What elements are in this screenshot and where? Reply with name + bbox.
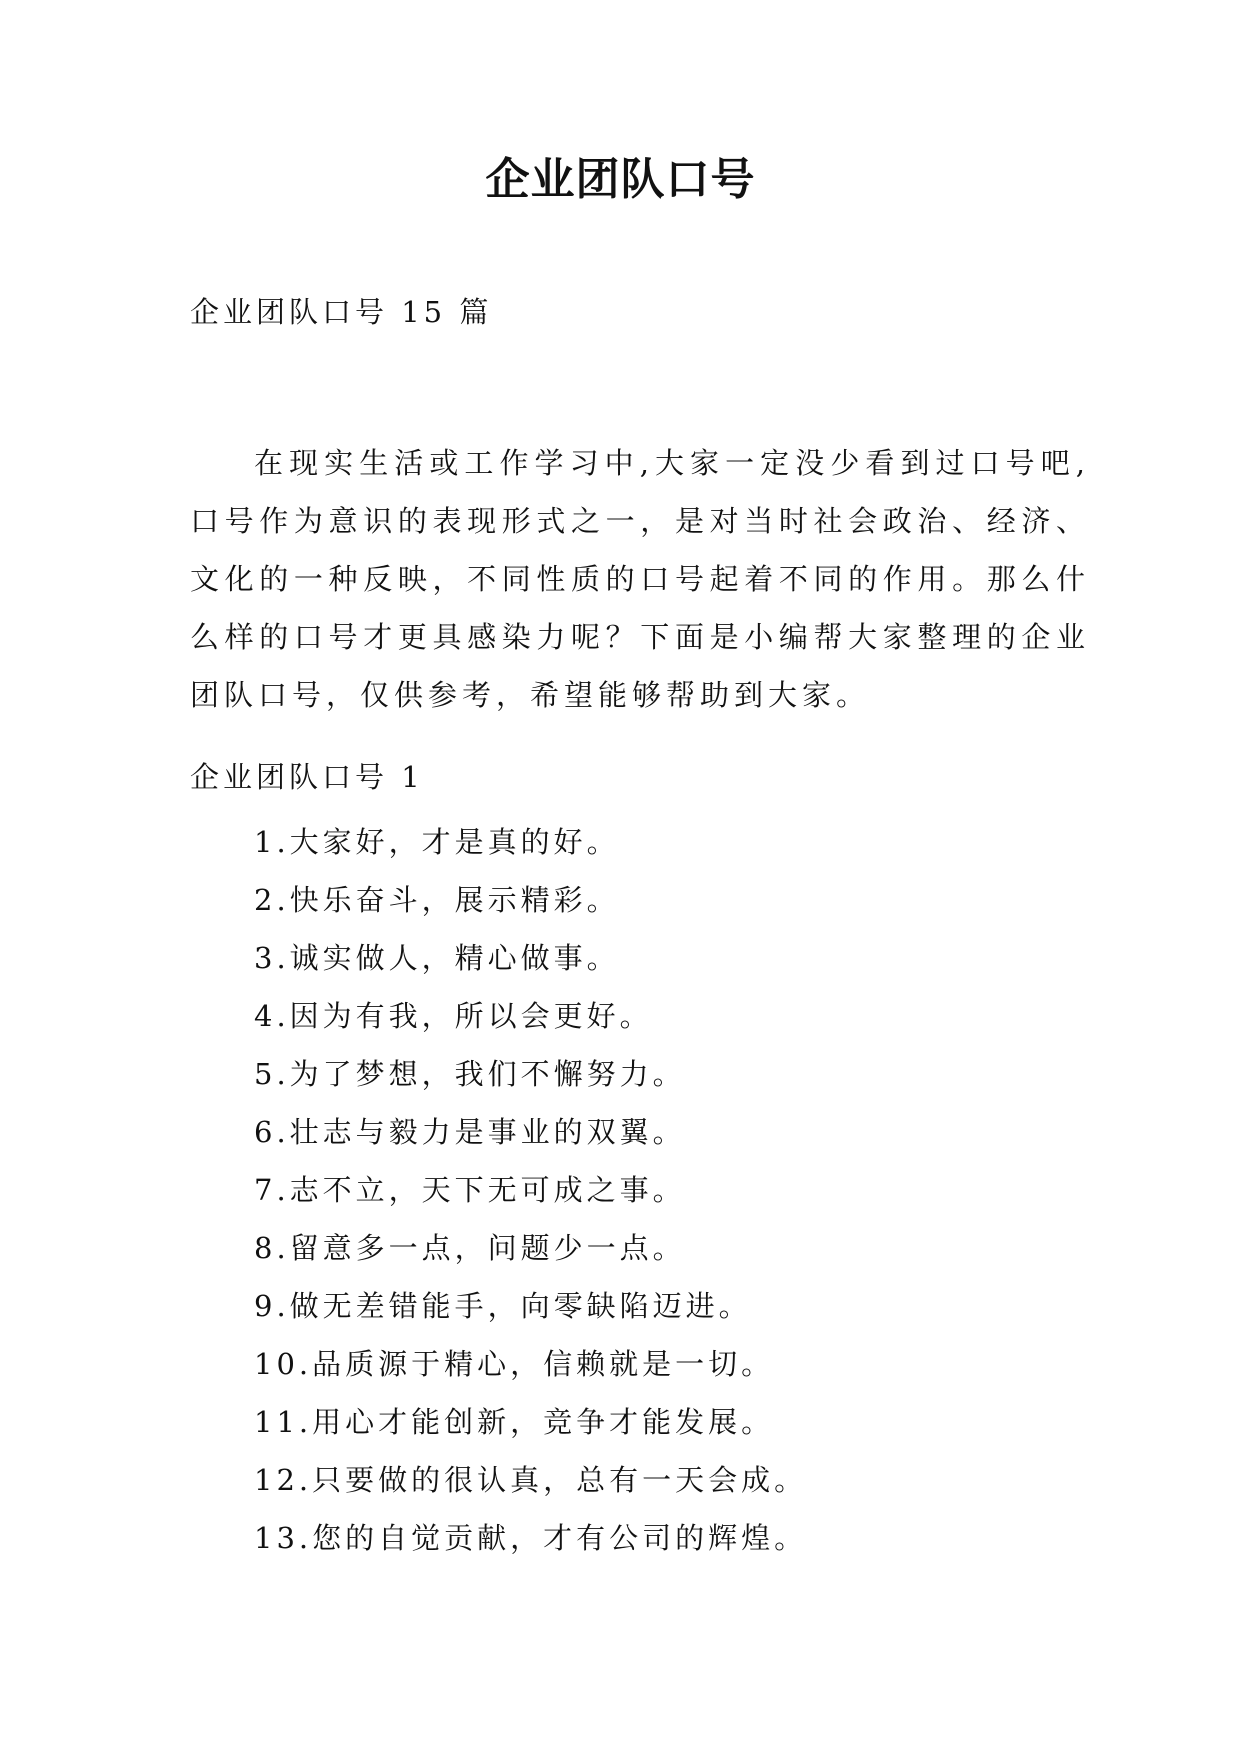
slogan-item: 2.快乐奋斗，展示精彩。 <box>254 883 620 917</box>
slogan-item: 3.诚实做人，精心做事。 <box>254 941 620 975</box>
document-subtitle: 企业团队口号 15 篇 <box>190 295 493 329</box>
slogan-item: 9.做无差错能手，向零缺陷迈进。 <box>254 1289 752 1323</box>
slogan-list <box>254 813 807 1567</box>
slogan-item: 11.用心才能创新，竞争才能发展。 <box>254 1405 775 1439</box>
document-title: 企业团队口号 <box>485 154 756 205</box>
slogan-item: 13.您的自觉贡献，才有公司的辉煌。 <box>254 1521 808 1555</box>
slogan-item: 1.大家好，才是真的好。 <box>254 825 620 859</box>
slogan-item: 6.壮志与毅力是事业的双翼。 <box>254 1115 686 1149</box>
slogan-item: 12.只要做的很认真，总有一天会成。 <box>254 1463 808 1497</box>
intro-paragraph: 在现实生活或工作学习中,大家一定没少看到过口号吧,口号作为意识的表现形式之一，是对当时社会政治、经济、文化的一种反映，不同性质的口号起着不同的作用。那么什么样的口号才更具感染力呢？下面是小编帮大家整理的企业团队口号，仅供参考，希望能够帮助到大家。 <box>190 446 1090 712</box>
slogan-item: 10.品质源于精心，信赖就是一切。 <box>254 1347 775 1381</box>
slogan-item: 8.留意多一点，问题少一点。 <box>254 1231 686 1265</box>
slogan-item: 7.志不立，天下无可成之事。 <box>254 1173 686 1207</box>
section-heading: 企业团队口号 1 <box>190 760 424 794</box>
slogan-item: 4.因为有我，所以会更好。 <box>254 999 653 1033</box>
slogan-item: 5.为了梦想，我们不懈努力。 <box>254 1057 686 1091</box>
